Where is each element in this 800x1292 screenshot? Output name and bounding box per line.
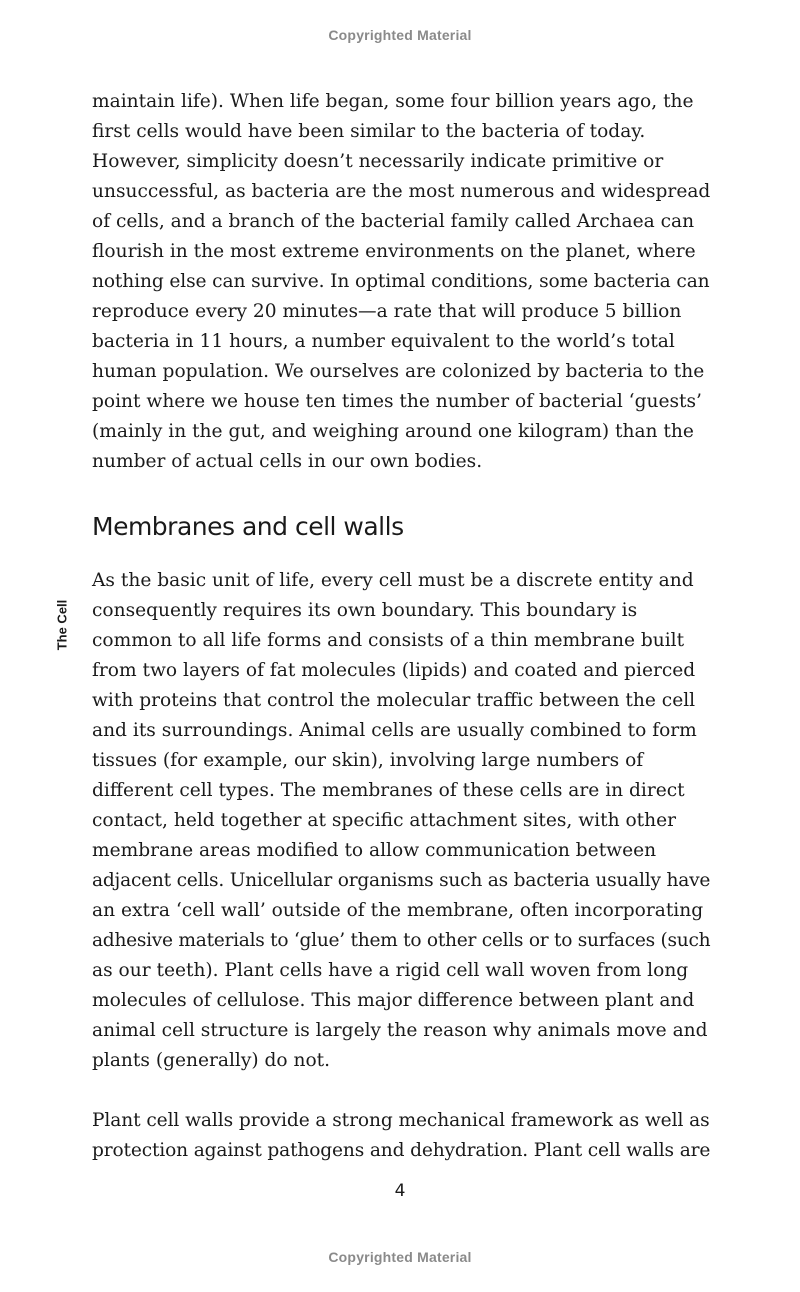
text-line: first cells would have been similar to the bacteria of today. — [92, 121, 646, 142]
text-line: tissues (for example, our skin), involving large numbers of — [92, 750, 644, 771]
paragraph-1 — [92, 87, 710, 477]
text-line: an extra ‘cell wall’ outside of the membrane, often incorporating — [92, 900, 704, 921]
text-line: and its surroundings. Animal cells are usually combined to form — [92, 720, 697, 741]
text-line: different cell types. The membranes of these cells are in direct — [92, 780, 685, 801]
text-line: As the basic unit of life, every cell must be a discrete entity and — [92, 570, 694, 591]
text-line: human population. We ourselves are colonized by bacteria to the — [92, 361, 705, 382]
text-line: point where we house ten times the number of bacterial ‘guests’ — [92, 391, 702, 412]
running-head — [53, 597, 71, 653]
text-line: nothing else can survive. In optimal conditions, some bacteria can — [92, 271, 710, 292]
text-line: reproduce every 20 minutes—a rate that will produce 5 billion — [92, 301, 682, 322]
text-line: bacteria in 11 hours, a number equivalent to the world’s total — [92, 331, 675, 352]
text-line: adjacent cells. Unicellular organisms such as bacteria usually have — [92, 870, 711, 891]
copyright-watermark-top: Copyrighted Material — [328, 27, 472, 43]
text-line: as our teeth). Plant cells have a rigid cell wall woven from long — [92, 960, 689, 981]
text-line: protection against pathogens and dehydration. Plant cell walls are — [92, 1140, 711, 1161]
paragraph-3 — [92, 1106, 710, 1166]
text-line: consequently requires its own boundary. This boundary is — [92, 600, 638, 621]
text-line: number of actual cells in our own bodies. — [92, 451, 483, 472]
text-line: maintain life). When life began, some four billion years ago, the — [92, 91, 694, 112]
text-line: from two layers of fat molecules (lipids) and coated and pierced — [92, 660, 696, 681]
text-line: (mainly in the gut, and weighing around one kilogram) than the — [92, 421, 694, 442]
page-number: 4 — [394, 1181, 406, 1201]
copyright-watermark-bottom: Copyrighted Material — [328, 1249, 472, 1265]
paragraph-2 — [92, 566, 710, 1076]
text-line: Plant cell walls provide a strong mechanical framework as well as — [92, 1110, 710, 1131]
text-line: unsuccessful, as bacteria are the most numerous and widespread — [92, 181, 711, 202]
text-line: flourish in the most extreme environments on the planet, where — [92, 241, 696, 262]
text-line: However, simplicity doesn’t necessarily indicate primitive or — [92, 151, 664, 172]
text-line: of cells, and a branch of the bacterial family called Archaea can — [92, 211, 695, 232]
running-head-label: The Cell — [54, 599, 70, 651]
text-line: membrane areas modified to allow communication between — [92, 840, 657, 861]
text-line: with proteins that control the molecular traffic between the cell — [92, 690, 696, 711]
text-line: contact, held together at specific attachment sites, with other — [92, 810, 676, 831]
text-line: common to all life forms and consists of a thin membrane built — [92, 630, 685, 651]
section-heading: Membranes and cell walls — [92, 512, 404, 541]
text-line: adhesive materials to ‘glue’ them to other cells or to surfaces (such — [92, 930, 711, 951]
text-line: molecules of cellulose. This major difference between plant and — [92, 990, 695, 1011]
text-line: animal cell structure is largely the reason why animals move and — [92, 1020, 708, 1041]
text-line: plants (generally) do not. — [92, 1050, 331, 1071]
